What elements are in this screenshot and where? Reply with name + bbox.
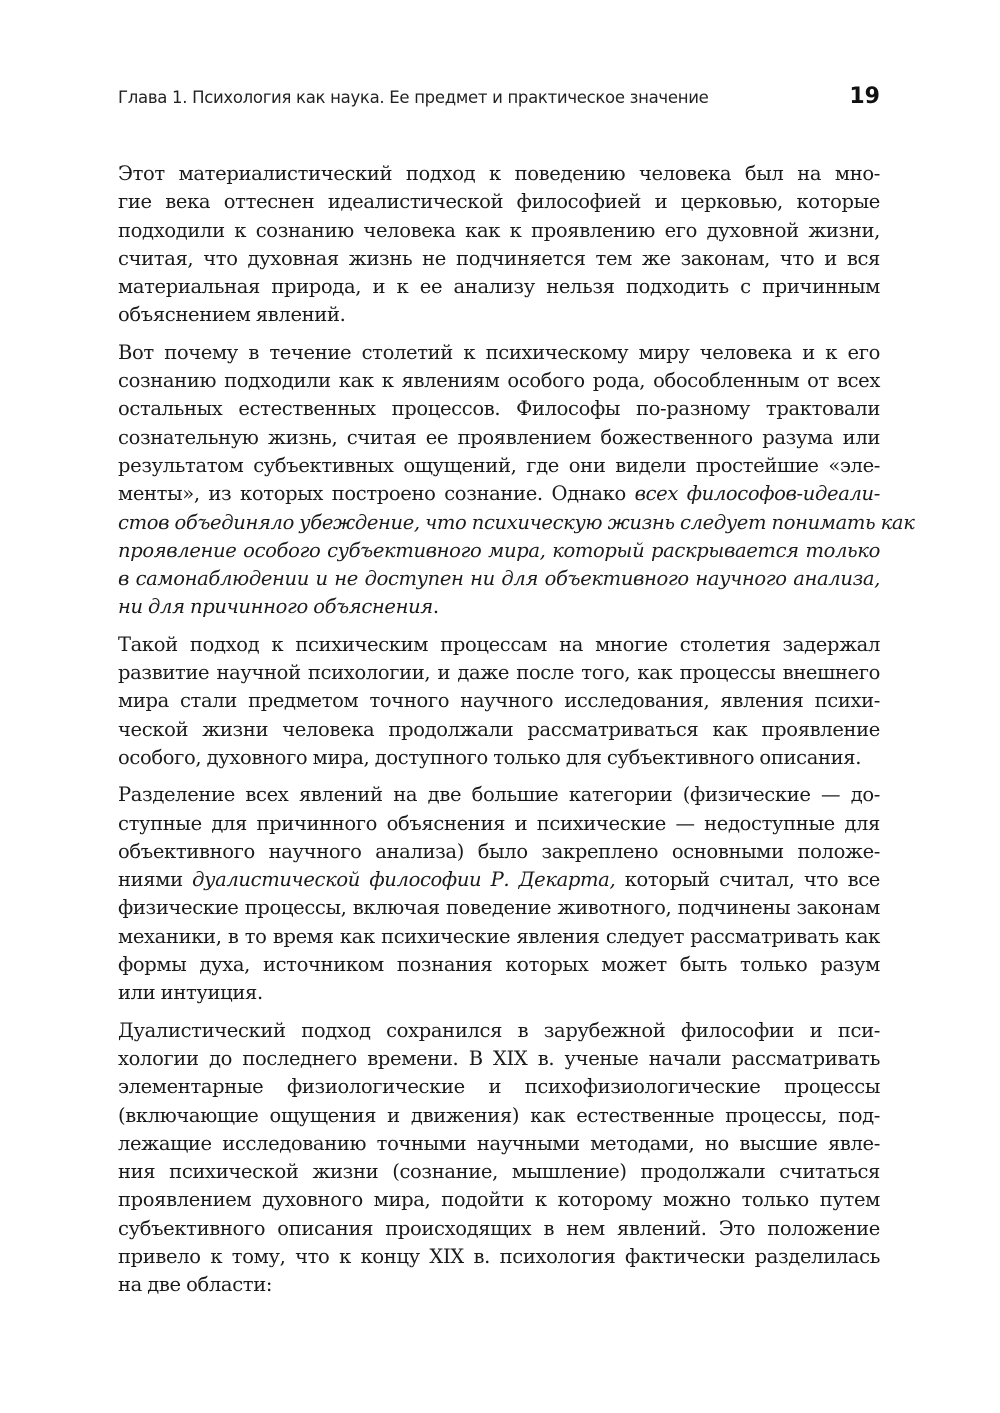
body-text	[118, 160, 915, 1309]
text-run: лежащие исследованию точными научными методами, но высшие явле-	[118, 1131, 880, 1155]
text-run: .	[432, 595, 439, 619]
text-line	[118, 301, 880, 329]
italic-text: всех философов-идеали-	[634, 482, 880, 506]
text-run: сознательную жизнь, считая ее проявлением божественного разума или	[118, 425, 880, 449]
text-line	[118, 1102, 880, 1130]
text-run: подходили к сознанию человека как к проявлению его духовной жизни,	[118, 218, 880, 242]
text-run: проявлением духовного мира, подойти к которому можно только путем	[118, 1188, 880, 1212]
text-line	[118, 424, 880, 452]
text-run: или интуиция.	[118, 981, 263, 1005]
text-line	[118, 951, 880, 979]
text-run: материальная природа, и к ее анализу нельзя подходить с причинным	[118, 275, 880, 299]
text-line	[118, 687, 880, 715]
text-line	[118, 894, 880, 922]
text-run: механики, в то время как психические явления следует рассматривать как	[118, 924, 880, 948]
italic-text: дуалистической философии Р. Декарта,	[192, 868, 616, 892]
paragraph	[118, 631, 880, 772]
text-run: особого, духовного мира, доступного только для субъективного описания.	[118, 745, 862, 769]
text-line	[118, 1045, 880, 1073]
text-run: сознанию подходили как к явлениям особого рода, обособленным от всех	[118, 369, 880, 393]
text-run: формы духа, источником познания которых может быть только разум	[118, 953, 880, 977]
text-run: развитие научной психологии, и даже после того, как процессы внешнего	[118, 661, 880, 685]
text-run: на две области:	[118, 1273, 273, 1297]
text-line	[118, 716, 880, 744]
page-number: 19	[849, 84, 880, 109]
text-line	[118, 217, 880, 245]
italic-text: проявление особого субъективного мира, который раскрывается только	[118, 538, 880, 562]
text-run: результатом субъективных ощущений, где они видели простейшие «эле-	[118, 453, 880, 477]
text-run: привело к тому, что к концу XIX в. психология фактически разделилась	[118, 1244, 880, 1268]
text-line	[118, 1130, 880, 1158]
paragraph	[118, 781, 880, 1007]
text-run: ступные для причинного объяснения и психические — недоступные для	[118, 811, 880, 835]
text-run: который считал, что все	[615, 868, 880, 892]
text-run: гие века оттеснен идеалистической философией и церковью, которые	[118, 190, 880, 214]
text-line	[118, 923, 880, 951]
text-line	[118, 395, 880, 423]
text-line	[118, 838, 880, 866]
text-run: (включающие ощущения и движения) как естественные процессы, под-	[118, 1103, 880, 1127]
text-line	[118, 593, 880, 621]
paragraph	[118, 1017, 880, 1300]
text-run: объективного научного анализа) было закреплено основными положе-	[118, 839, 880, 863]
text-run: мира стали предметом точного научного исследования, явления психи-	[118, 689, 880, 713]
paragraph	[118, 160, 880, 330]
text-run: считая, что духовная жизнь не подчиняется тем же законам, что и вся	[118, 246, 880, 270]
text-line	[118, 659, 880, 687]
text-line	[118, 565, 880, 593]
text-line	[118, 979, 880, 1007]
italic-text: ни для причинного объяснения	[118, 595, 433, 619]
text-run: менты», из которых построено сознание. Однако	[118, 482, 635, 506]
text-run: Вот почему в течение столетий к психическому миру человека и к его	[118, 340, 880, 364]
text-line	[118, 781, 880, 809]
text-line	[118, 1186, 880, 1214]
text-line	[118, 1271, 880, 1299]
text-run: хологии до последнего времени. В XIX в. ученые начали рассматривать	[118, 1046, 880, 1070]
text-line	[118, 245, 880, 273]
text-line	[118, 480, 880, 508]
text-run: ния психической жизни (сознание, мышление) продолжали считаться	[118, 1160, 880, 1184]
text-line	[118, 509, 915, 537]
text-run: Разделение всех явлений на две большие категории (физические — до-	[118, 783, 880, 807]
text-line	[118, 367, 880, 395]
text-run: Этот материалистический подход к поведению человека был на мно-	[118, 162, 880, 185]
text-line	[118, 810, 880, 838]
text-line	[118, 452, 880, 480]
text-line	[118, 160, 880, 188]
text-run: объяснением явлений.	[118, 303, 346, 327]
text-run: элементарные физиологические и психофизиологические процессы	[118, 1075, 880, 1099]
running-head: Глава 1. Психология как наука. Ее предмет и практическое значение	[118, 88, 709, 107]
text-run: физические процессы, включая поведение животного, подчинены законам	[118, 896, 880, 920]
text-line	[118, 273, 880, 301]
text-line	[118, 631, 880, 659]
text-line	[118, 1243, 880, 1271]
text-line	[118, 188, 880, 216]
text-run: остальных естественных процессов. Философы по-разному трактовали	[118, 397, 880, 421]
text-line	[118, 1073, 880, 1101]
text-line	[118, 866, 880, 894]
text-line	[118, 1158, 880, 1186]
italic-text: стов объединяло убеждение, что психическую жизнь следует понимать как	[118, 510, 915, 534]
italic-text: в самонаблюдении и не доступен ни для объективного научного анализа,	[118, 567, 880, 591]
text-line	[118, 744, 880, 772]
text-line	[118, 1017, 880, 1045]
text-run: субъективного описания происходящих в нем явлений. Это положение	[118, 1216, 880, 1240]
paragraph	[118, 339, 915, 622]
text-line	[118, 537, 880, 565]
text-run: ческой жизни человека продолжали рассматриваться как проявление	[118, 717, 880, 741]
text-line	[118, 1215, 880, 1243]
text-run: Дуалистический подход сохранился в зарубежной философии и пси-	[118, 1018, 880, 1042]
text-run: Такой подход к психическим процессам на многие столетия задержал	[118, 632, 880, 656]
text-line	[118, 339, 880, 367]
text-run: ниями	[118, 868, 193, 892]
